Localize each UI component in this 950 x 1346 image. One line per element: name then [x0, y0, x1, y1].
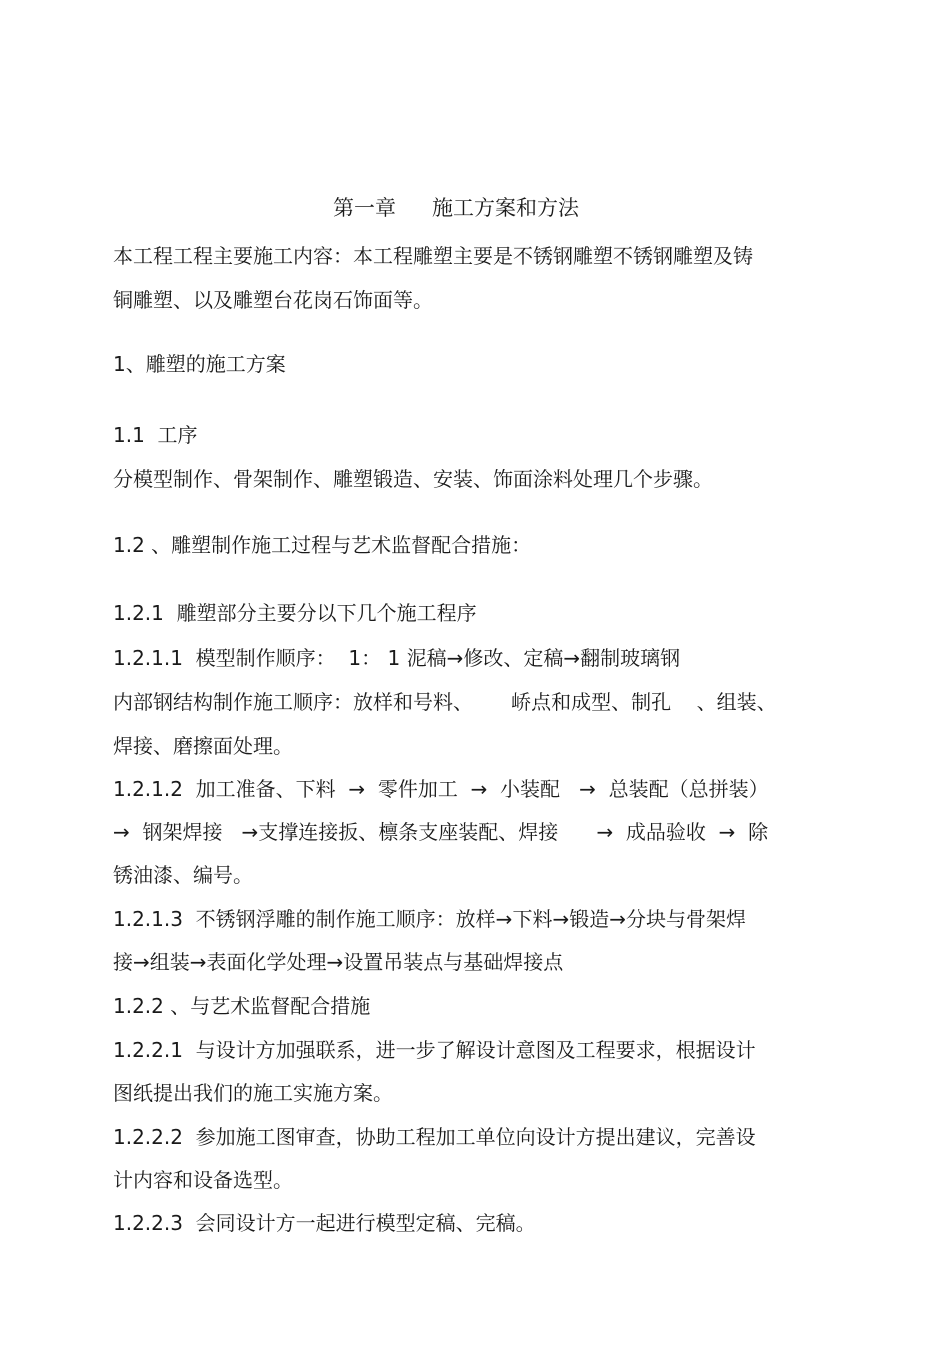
- paragraph-line: 计内容和设备选型。: [113, 1168, 293, 1192]
- section-heading: 1.2.2 、与艺术监督配合措施: [113, 994, 371, 1018]
- section-heading: 1、雕塑的施工方案: [113, 352, 286, 376]
- paragraph-line: 锈油漆、编号。: [113, 863, 253, 887]
- paragraph-line: → 钢架焊接 →支撑连接扳、檩条支座装配、焊接 → 成品验收 → 除: [113, 820, 769, 844]
- paragraph-line: 图纸提出我们的施工实施方案。: [113, 1081, 393, 1105]
- chapter-title: [333, 195, 579, 221]
- paragraph-line: 1.2.2.2 参加施工图审查，协助工程加工单位向设计方提出建议，完善设: [113, 1125, 756, 1149]
- paragraph-line: 焊接、磨擦面处理。: [113, 734, 293, 758]
- chapter-heading: 施工方案和方法: [432, 196, 579, 220]
- paragraph-line: 1.2.2.3 会同设计方一起进行模型定稿、完稿。: [113, 1211, 536, 1235]
- section-heading: 1.2 、雕塑制作施工过程与艺术监督配合措施：: [113, 533, 532, 557]
- paragraph-line: 铜雕塑、以及雕塑台花岗石饰面等。: [113, 288, 433, 312]
- paragraph-line: 接→组装→表面化学处理→设置吊装点与基础焊接点: [113, 950, 564, 974]
- paragraph-line: 1.2.1.3 不锈钢浮雕的制作施工顺序：放样→下料→锻造→分块与骨架焊: [113, 907, 746, 931]
- paragraph-line: 本工程工程主要施工内容：本工程雕塑主要是不锈钢雕塑不锈钢雕塑及铸: [113, 244, 753, 268]
- section-heading: 1.2.1 雕塑部分主要分以下几个施工程序: [113, 601, 477, 625]
- paragraph-line: 分模型制作、骨架制作、雕塑锻造、安装、饰面涂料处理几个步骤。: [113, 467, 713, 491]
- paragraph-line: 1.2.1.1 模型制作顺序： 1： 1 泥稿→修改、定稿→翻制玻璃钢: [113, 646, 681, 670]
- paragraph-line: 1.2.2.1 与设计方加强联系，进一步了解设计意图及工程要求，根据设计: [113, 1038, 756, 1062]
- section-heading: 1.1 工序: [113, 423, 198, 447]
- chapter-number: 第一章: [333, 196, 396, 220]
- paragraph-line: 1.2.1.2 加工准备、下料 → 零件加工 → 小装配 → 总装配（总拼装）: [113, 777, 769, 801]
- paragraph-line: 内部钢结构制作施工顺序：放样和号料、 峤点和成型、制孔 、组装、: [113, 690, 777, 714]
